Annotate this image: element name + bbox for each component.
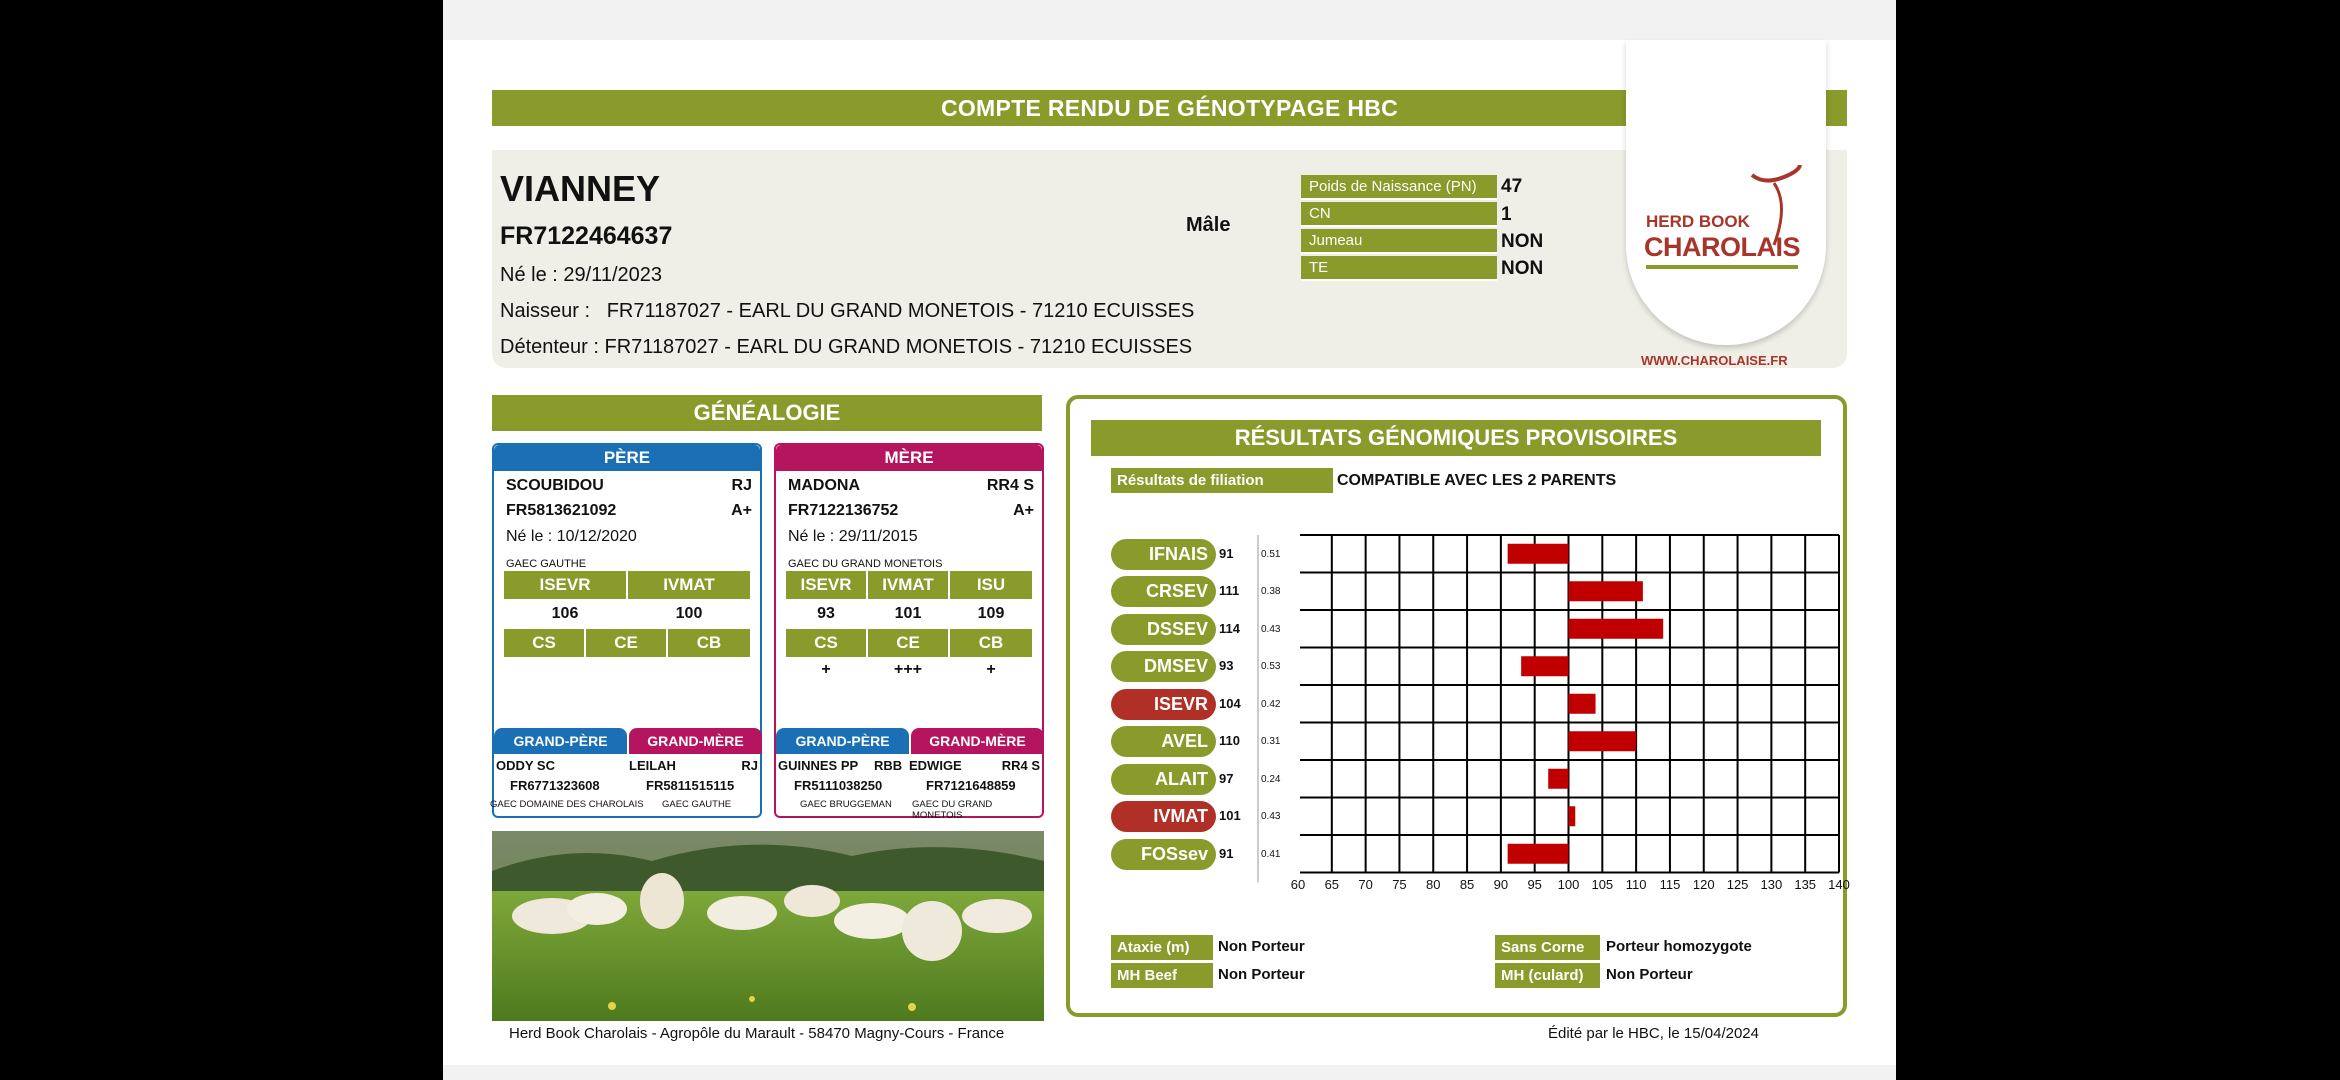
x-tick-label: 100 xyxy=(1557,876,1580,892)
mother-gm-head: GRAND-MÈRE xyxy=(911,728,1044,754)
mother-birth-date: 29/11/2015 xyxy=(838,528,918,545)
genetic-value-mhbeef: Non Porteur xyxy=(1218,966,1305,983)
father-gp-breeder: GAEC DOMAINE DES CHAROLAIS xyxy=(490,799,644,810)
father-index-head-1: ISEVR xyxy=(504,571,626,599)
mother-gp-code: RBB xyxy=(874,758,903,773)
mother-index-val-2: 101 xyxy=(894,605,922,622)
pn-label: Poids de Naissance (PN) xyxy=(1301,175,1497,200)
mother-breeder: GAEC DU GRAND MONETOIS xyxy=(788,558,943,570)
index-value-isevr: 104 xyxy=(1219,695,1241,711)
footer-edited: Édité par le HBC, le xyxy=(1548,1025,1680,1042)
mother-head: MÈRE xyxy=(776,445,1042,471)
x-tick-label: 115 xyxy=(1659,876,1681,892)
footer-date: 15/04/2024 xyxy=(1683,1025,1759,1042)
mother-code: RR4 S xyxy=(986,477,1034,494)
genetic-label-ataxie: Ataxie (m) xyxy=(1111,935,1213,960)
filiation-label: Résultats de filiation xyxy=(1111,468,1333,493)
mother-index-val-1: 93 xyxy=(817,605,835,622)
mother-morpho-val-2: +++ xyxy=(893,661,923,678)
herdbook-logo xyxy=(1626,40,1826,345)
logo-line1: HERD BOOK xyxy=(1646,212,1750,231)
mother-morpho-head-2: CE xyxy=(868,629,948,657)
report-sheet xyxy=(443,40,1896,1065)
index-cd-ivmat: 0.43 xyxy=(1261,811,1281,823)
father-id: FR5813621092 xyxy=(506,502,617,519)
index-label-ifnais: IFNAIS xyxy=(1111,539,1216,570)
father-gp-head: GRAND-PÈRE xyxy=(494,728,627,754)
report-title: COMPTE RENDU DE GÉNOTYPAGE HBC xyxy=(492,90,1847,126)
father-morpho-head-1: CS xyxy=(504,629,584,657)
index-cd-alait: 0.24 xyxy=(1261,773,1281,785)
father-index-val-1: 106 xyxy=(551,605,579,622)
father-grade: A+ xyxy=(731,502,752,519)
index-value-crsev: 111 xyxy=(1219,583,1240,599)
birth-date: 29/11/2023 xyxy=(563,264,662,286)
mother-card xyxy=(774,443,1044,821)
website-link[interactable]: WWW.CHAROLAISE.FR xyxy=(1641,353,1788,368)
index-label-avel: AVEL xyxy=(1111,726,1216,757)
x-tick-label: 90 xyxy=(1493,876,1509,892)
father-index-val-2: 100 xyxy=(675,605,703,622)
te-value: NON xyxy=(1501,258,1544,279)
x-tick-label: 85 xyxy=(1459,876,1475,892)
genetic-value-ataxie: Non Porteur xyxy=(1218,938,1305,955)
index-label-dssev: DSSEV xyxy=(1111,614,1216,645)
mother-gp-head: GRAND-PÈRE xyxy=(776,728,909,754)
animal-name: VIANNEY xyxy=(500,168,661,209)
genealogy-title: GÉNÉALOGIE xyxy=(492,395,1042,431)
mother-gm-name: EDWIGE xyxy=(909,758,962,773)
index-cd-avel: 0.31 xyxy=(1261,736,1281,748)
x-tick-label: 125 xyxy=(1726,876,1749,892)
cattle-photo xyxy=(492,831,1044,1021)
logo-underline xyxy=(1646,265,1798,269)
x-tick-label: 65 xyxy=(1324,876,1340,892)
index-label-dmsev: DMSEV xyxy=(1111,651,1216,682)
genetic-value-mhculard: Non Porteur xyxy=(1606,966,1693,983)
father-gp-id: FR6771323608 xyxy=(510,778,600,793)
filiation-value: COMPATIBLE AVEC LES 2 PARENTS xyxy=(1337,472,1617,489)
mother-index-head-3: ISU xyxy=(950,571,1032,599)
index-label-isevr: ISEVR xyxy=(1111,689,1216,720)
index-value-fossev: 91 xyxy=(1219,845,1234,861)
index-value-avel: 110 xyxy=(1219,733,1240,749)
animal-sex: Mâle xyxy=(1186,214,1231,236)
x-tick-label: 60 xyxy=(1290,876,1306,892)
x-tick-label: 75 xyxy=(1392,876,1407,892)
jumeau-value: NON xyxy=(1501,231,1544,252)
jumeau-label: Jumeau xyxy=(1301,229,1497,254)
father-gm-id: FR5811515115 xyxy=(646,778,735,793)
x-tick-label: 110 xyxy=(1625,876,1647,892)
index-cd-ifnais: 0.51 xyxy=(1261,548,1281,560)
mother-index-head-2: IVMAT xyxy=(868,571,948,599)
x-tick-label: 70 xyxy=(1358,876,1373,892)
father-index-head-2: IVMAT xyxy=(628,571,750,599)
mother-id: FR7122136752 xyxy=(788,502,899,519)
father-breeder: GAEC GAUTHE xyxy=(506,558,587,570)
detenteur-label: Détenteur : xyxy=(500,336,599,358)
footer-address: Herd Book Charolais - Agropôle du Marault - 58470 Magny-Cours - France xyxy=(509,1025,1005,1042)
index-label-alait: ALAIT xyxy=(1111,764,1216,795)
cn-label: CN xyxy=(1301,202,1497,227)
mother-gm-breeder: GAEC DU GRAND MONETOIS xyxy=(912,799,993,821)
document-page xyxy=(443,0,1896,1080)
genetic-value-sanscorne: Porteur homozygote xyxy=(1606,938,1752,955)
x-tick-label: 130 xyxy=(1760,876,1783,892)
mother-birth-label: Né le : xyxy=(788,528,835,545)
mother-morpho-val-3: + xyxy=(986,661,996,678)
index-cd-isevr: 0.42 xyxy=(1261,698,1281,710)
father-birth-date: 10/12/2020 xyxy=(556,528,637,545)
mother-gm-id: FR7121648859 xyxy=(926,778,1016,793)
index-label-crsev: CRSEV xyxy=(1111,576,1216,607)
father-gp-name: ODDY SC xyxy=(496,758,555,773)
results-title: RÉSULTATS GÉNOMIQUES PROVISOIRES xyxy=(1091,420,1821,456)
mother-index-head-1: ISEVR xyxy=(786,571,866,599)
father-gm-code: RJ xyxy=(741,758,758,773)
index-cd-dmsev: 0.53 xyxy=(1261,661,1281,673)
genetic-label-mhbeef: MH Beef xyxy=(1111,963,1213,988)
index-cd-crsev: 0.38 xyxy=(1261,586,1281,598)
father-gm-breeder: GAEC GAUTHE xyxy=(662,799,732,810)
father-gm-name: LEILAH xyxy=(629,758,676,773)
x-tick-label: 120 xyxy=(1692,876,1715,892)
index-label-fossev: FOSsev xyxy=(1111,839,1216,870)
animal-id: FR7122464637 xyxy=(500,222,673,250)
te-label: TE xyxy=(1301,256,1497,281)
x-tick-label: 135 xyxy=(1794,876,1817,892)
mother-gp-id: FR5111038250 xyxy=(794,778,883,793)
father-card xyxy=(492,443,762,818)
index-value-alait: 97 xyxy=(1219,770,1234,786)
mother-index-val-3: 109 xyxy=(977,605,1005,622)
index-cd-fossev: 0.41 xyxy=(1261,848,1281,860)
naisseur-value: FR71187027 - EARL DU GRAND MONETOIS - 71210 ECUISSES xyxy=(606,300,1195,322)
mother-gp-breeder: GAEC BRUGGEMAN xyxy=(800,799,892,810)
father-morpho-head-3: CB xyxy=(668,629,750,657)
birth-label: Né le : xyxy=(500,264,558,286)
x-tick-label: 140 xyxy=(1828,876,1850,892)
mother-grade: A+ xyxy=(1013,502,1034,519)
genetic-label-sanscorne: Sans Corne xyxy=(1495,935,1600,960)
index-value-ifnais: 91 xyxy=(1219,545,1234,561)
x-tick-label: 105 xyxy=(1591,876,1614,892)
x-tick-label: 80 xyxy=(1426,876,1441,892)
index-value-dmsev: 93 xyxy=(1219,658,1234,674)
father-code: RJ xyxy=(731,477,752,494)
detenteur-value: FR71187027 - EARL DU GRAND MONETOIS - 71210 ECUISSES xyxy=(604,336,1193,358)
father-gm-head: GRAND-MÈRE xyxy=(629,728,762,754)
genetic-label-mhculard: MH (culard) xyxy=(1495,963,1600,988)
father-name: SCOUBIDOU xyxy=(506,477,604,494)
father-morpho-head-2: CE xyxy=(586,629,666,657)
mother-gm-code: RR4 S xyxy=(1001,758,1040,773)
mother-gp-name: GUINNES PP xyxy=(778,758,859,773)
father-head: PÈRE xyxy=(494,445,760,471)
logo-line2: CHAROLAIS xyxy=(1644,232,1800,262)
mother-morpho-head-1: CS xyxy=(786,629,866,657)
mother-morpho-head-3: CB xyxy=(950,629,1032,657)
mother-name: MADONA xyxy=(788,477,860,494)
index-cd-dssev: 0.43 xyxy=(1261,623,1281,635)
index-value-ivmat: 101 xyxy=(1219,808,1241,824)
mother-morpho-val-1: + xyxy=(821,661,831,678)
x-tick-label: 95 xyxy=(1527,876,1542,892)
pn-value: 47 xyxy=(1501,176,1523,197)
index-label-ivmat: IVMAT xyxy=(1111,801,1216,832)
cn-value: 1 xyxy=(1501,204,1512,225)
index-value-dssev: 114 xyxy=(1219,620,1240,636)
naisseur-label: Naisseur : xyxy=(500,300,591,322)
father-birth-label: Né le : xyxy=(506,528,553,545)
